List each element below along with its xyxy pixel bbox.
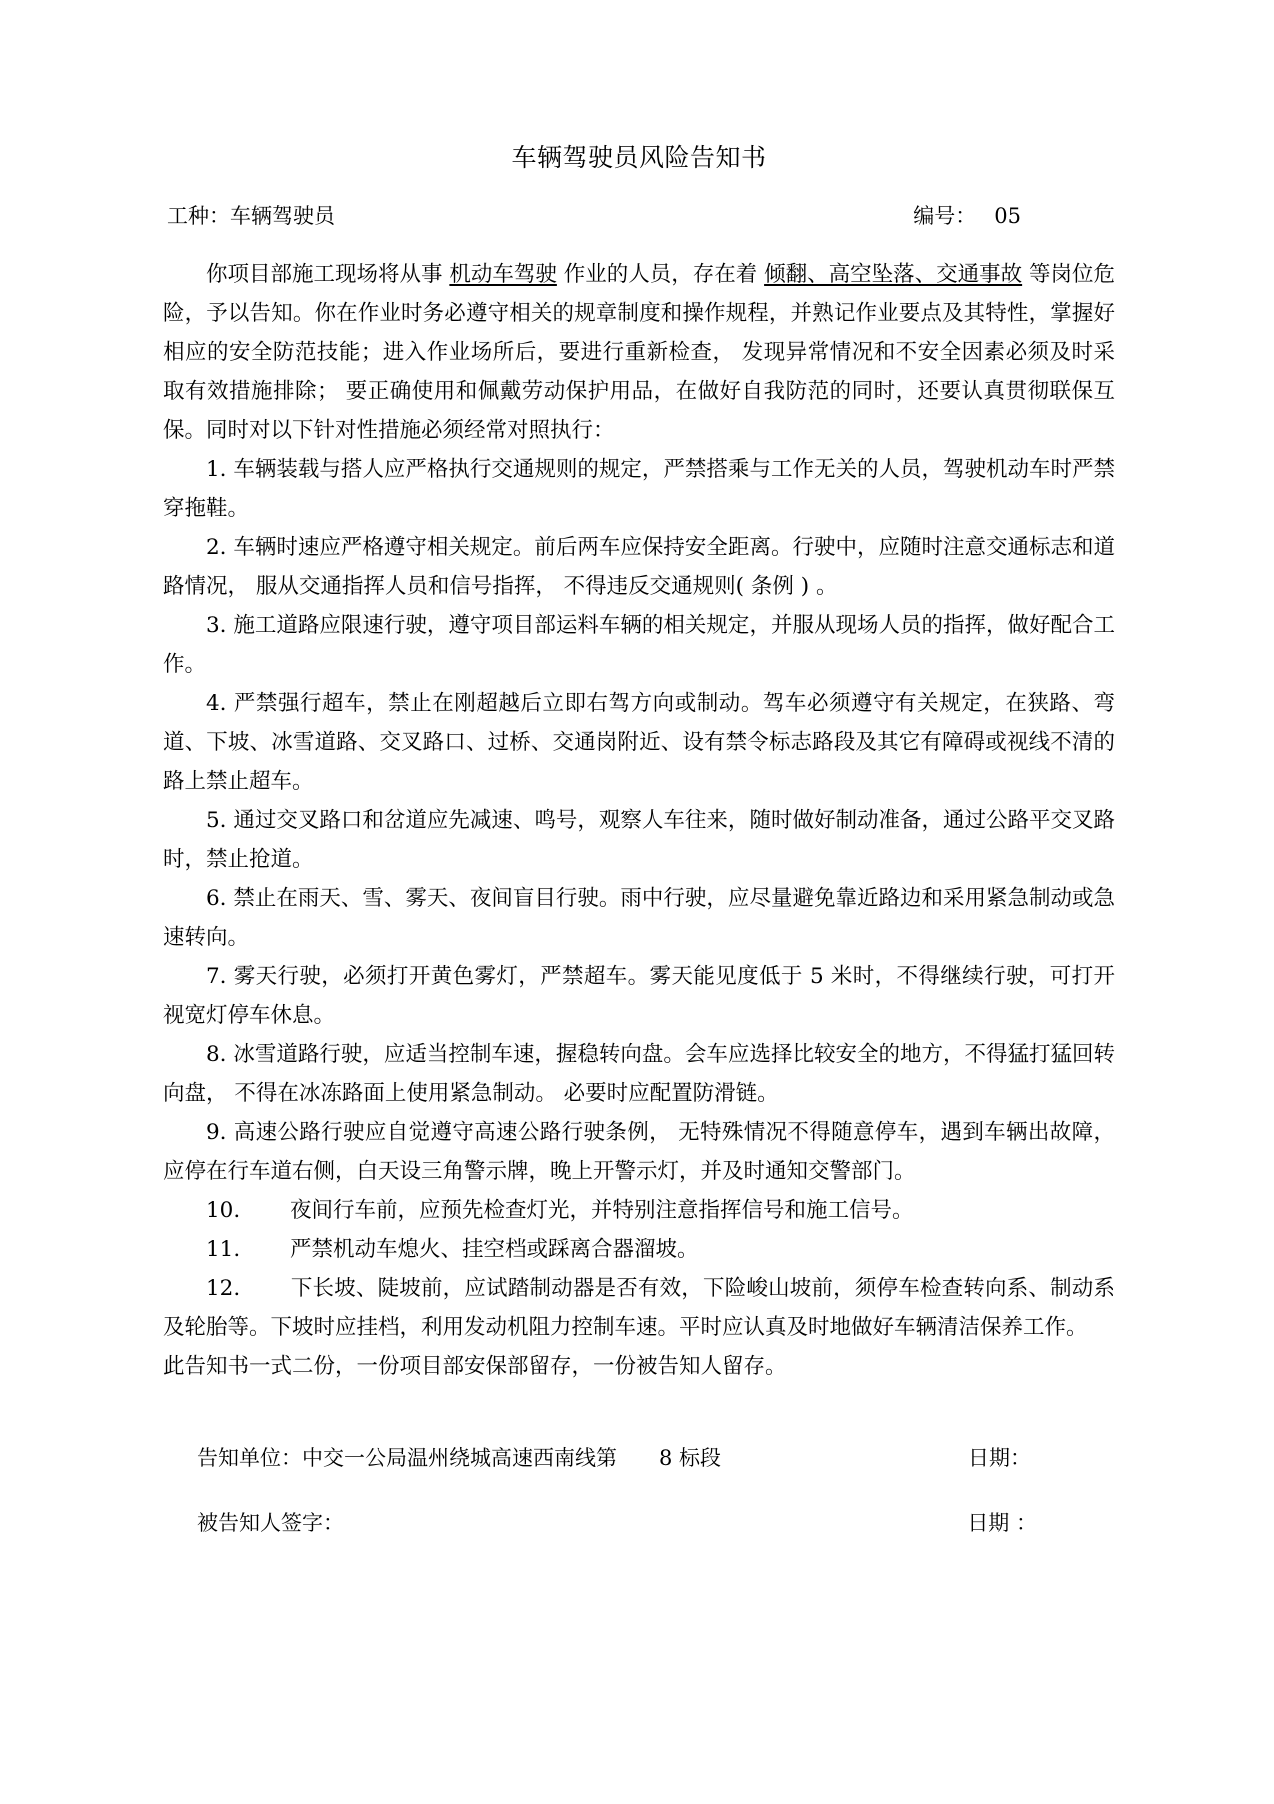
document-meta-row: [163, 201, 1115, 233]
intro-underline-hazards: 倾翻、高空坠落、交通事故: [764, 261, 1023, 287]
list-item-text: 车辆时速应严格遵守相关规定。前后两车应保持安全距离。行驶中，应随时注意交通标志和道路情况， 服从交通指挥人员和信号指挥， 不得违反交通规则( 条例 ) 。: [163, 534, 1115, 599]
intro-segment-1: 你项目部施工现场将从事: [206, 261, 450, 287]
list-item-number: 2.: [206, 534, 227, 560]
signee-row: [197, 1507, 1115, 1541]
list-item-number: 5.: [206, 807, 227, 833]
list-item-text: 严禁强行超车，禁止在刚超越后立即右驾方向或制动。驾车必须遵守有关规定，在狭路、弯道、下坡、冰雪道路、交叉路口、过桥、交通岗附近、设有禁令标志路段及其它有障碍或视线不清的路上禁止超车。: [163, 690, 1115, 794]
list-item-text: 高速公路行驶应自觉遵守高速公路行驶条例， 无特殊情况不得随意停车，遇到车辆出故障，应停在行车道右侧，白天设三角警示牌，晚上开警示灯，并及时通知交警部门。: [163, 1119, 1115, 1184]
signee-signature-label: 被告知人签字：: [197, 1511, 344, 1536]
list-item: [163, 528, 1115, 606]
list-item-number: 1.: [206, 456, 227, 482]
list-item: [163, 1113, 1115, 1191]
notifying-unit-date-label: 日期：: [968, 1445, 1031, 1470]
document-number-value: 05: [994, 204, 1021, 228]
list-item-text: 雾天行驶，必须打开黄色雾灯，严禁超车。雾天能见度低于 5 米时，不得继续行驶，可打开视宽灯停车休息。: [163, 963, 1115, 1028]
list-item: [163, 1191, 1115, 1230]
list-item: [163, 801, 1115, 879]
intro-segment-2: 作业的人员，存在着: [556, 261, 765, 287]
list-item-text: 施工道路应限速行驶，遵守项目部运料车辆的相关规定，并服从现场人员的指挥，做好配合工作。: [163, 612, 1115, 677]
list-item-number: 8.: [206, 1041, 227, 1067]
list-item: [163, 450, 1115, 528]
list-item-text: 夜间行车前，应预先检查灯光，并特别注意指挥信号和施工信号。: [240, 1197, 914, 1223]
list-item-text: 冰雪道路行驶，应适当控制车速，握稳转向盘。会车应选择比较安全的地方，不得猛打猛回转向盘， 不得在冰冻路面上使用紧急制动。 必要时应配置防滑链。: [163, 1041, 1115, 1106]
list-item: [163, 879, 1115, 957]
signee-date-label: 日期 ：: [967, 1511, 1037, 1536]
list-item-number: 11.: [206, 1236, 241, 1262]
list-item: [163, 684, 1115, 801]
list-item-text: 通过交叉路口和岔道应先减速、鸣号，观察人车往来，随时做好制动准备，通过公路平交叉路时，禁止抢道。: [163, 807, 1115, 872]
list-item-number: 9.: [206, 1119, 227, 1145]
list-item: [163, 1269, 1115, 1347]
document-body: [163, 255, 1115, 1386]
list-item: [163, 1230, 1115, 1269]
list-item-text: 禁止在雨天、雪、雾天、夜间盲目行驶。雨中行驶，应尽量避免靠近路边和采用紧急制动或急速转向。: [163, 885, 1115, 950]
list-item-number: 4.: [206, 690, 227, 716]
job-type-field: 工种：车辆驾驶员: [167, 204, 335, 228]
intro-segment-3: 等岗位危险，予以告知。你在作业时务必遵守相关的规章制度和操作规程，并熟记作业要点及其特性，掌握好相应的安全防范技能；进入作业场所后，要进行重新检查， 发现异常情况和不安全因素必须及时采取有效措施排除； 要正确使用和佩戴劳动保护用品，在做好自我防范的同时，还要认真贯彻联保互保。同时对以下针对性措施必须经常对照执行：: [163, 261, 1115, 443]
notifying-unit-label: 告知单位：中交一公局温州绕城高速西南线第: [197, 1445, 617, 1470]
page-content: [163, 0, 1115, 1573]
list-item-number: 12.: [206, 1275, 241, 1301]
list-item: [163, 606, 1115, 684]
list-item-text: 车辆装载与搭人应严格执行交通规则的规定，严禁搭乘与工作无关的人员，驾驶机动车时严禁穿拖鞋。: [163, 456, 1115, 521]
list-item-number: 6.: [206, 885, 227, 911]
list-item: [163, 957, 1115, 1035]
document-number-field: [913, 201, 1115, 233]
list-item-number: 10.: [206, 1197, 241, 1223]
list-item-number: 7.: [206, 963, 227, 989]
notifying-unit-row: [197, 1442, 1115, 1476]
page-title: 车辆驾驶员风险告知书: [511, 143, 767, 172]
list-item-number: 3.: [206, 612, 227, 638]
list-item-text: 严禁机动车熄火、挂空档或踩离合器溜坡。: [240, 1236, 699, 1262]
list-item: [163, 1035, 1115, 1113]
closing-paragraph: 此告知书一式二份，一份项目部安保部留存，一份被告知人留存。: [163, 1353, 787, 1379]
signature-block: [163, 1442, 1115, 1541]
list-item-text: 下长坡、陡坡前，应试踏制动器是否有效，下险峻山坡前，须停车检查转向系、制动系及轮胎等。下坡时应挂档，利用发动机阻力控制车速。平时应认真及时地做好车辆清洁保养工作。: [163, 1275, 1115, 1340]
document-number-label: 编号：: [913, 204, 977, 228]
intro-paragraph: [163, 255, 1115, 450]
intro-underline-work-type: 机动车驾驶: [449, 261, 557, 287]
notifying-unit-section-value: 8 标段: [617, 1445, 722, 1470]
